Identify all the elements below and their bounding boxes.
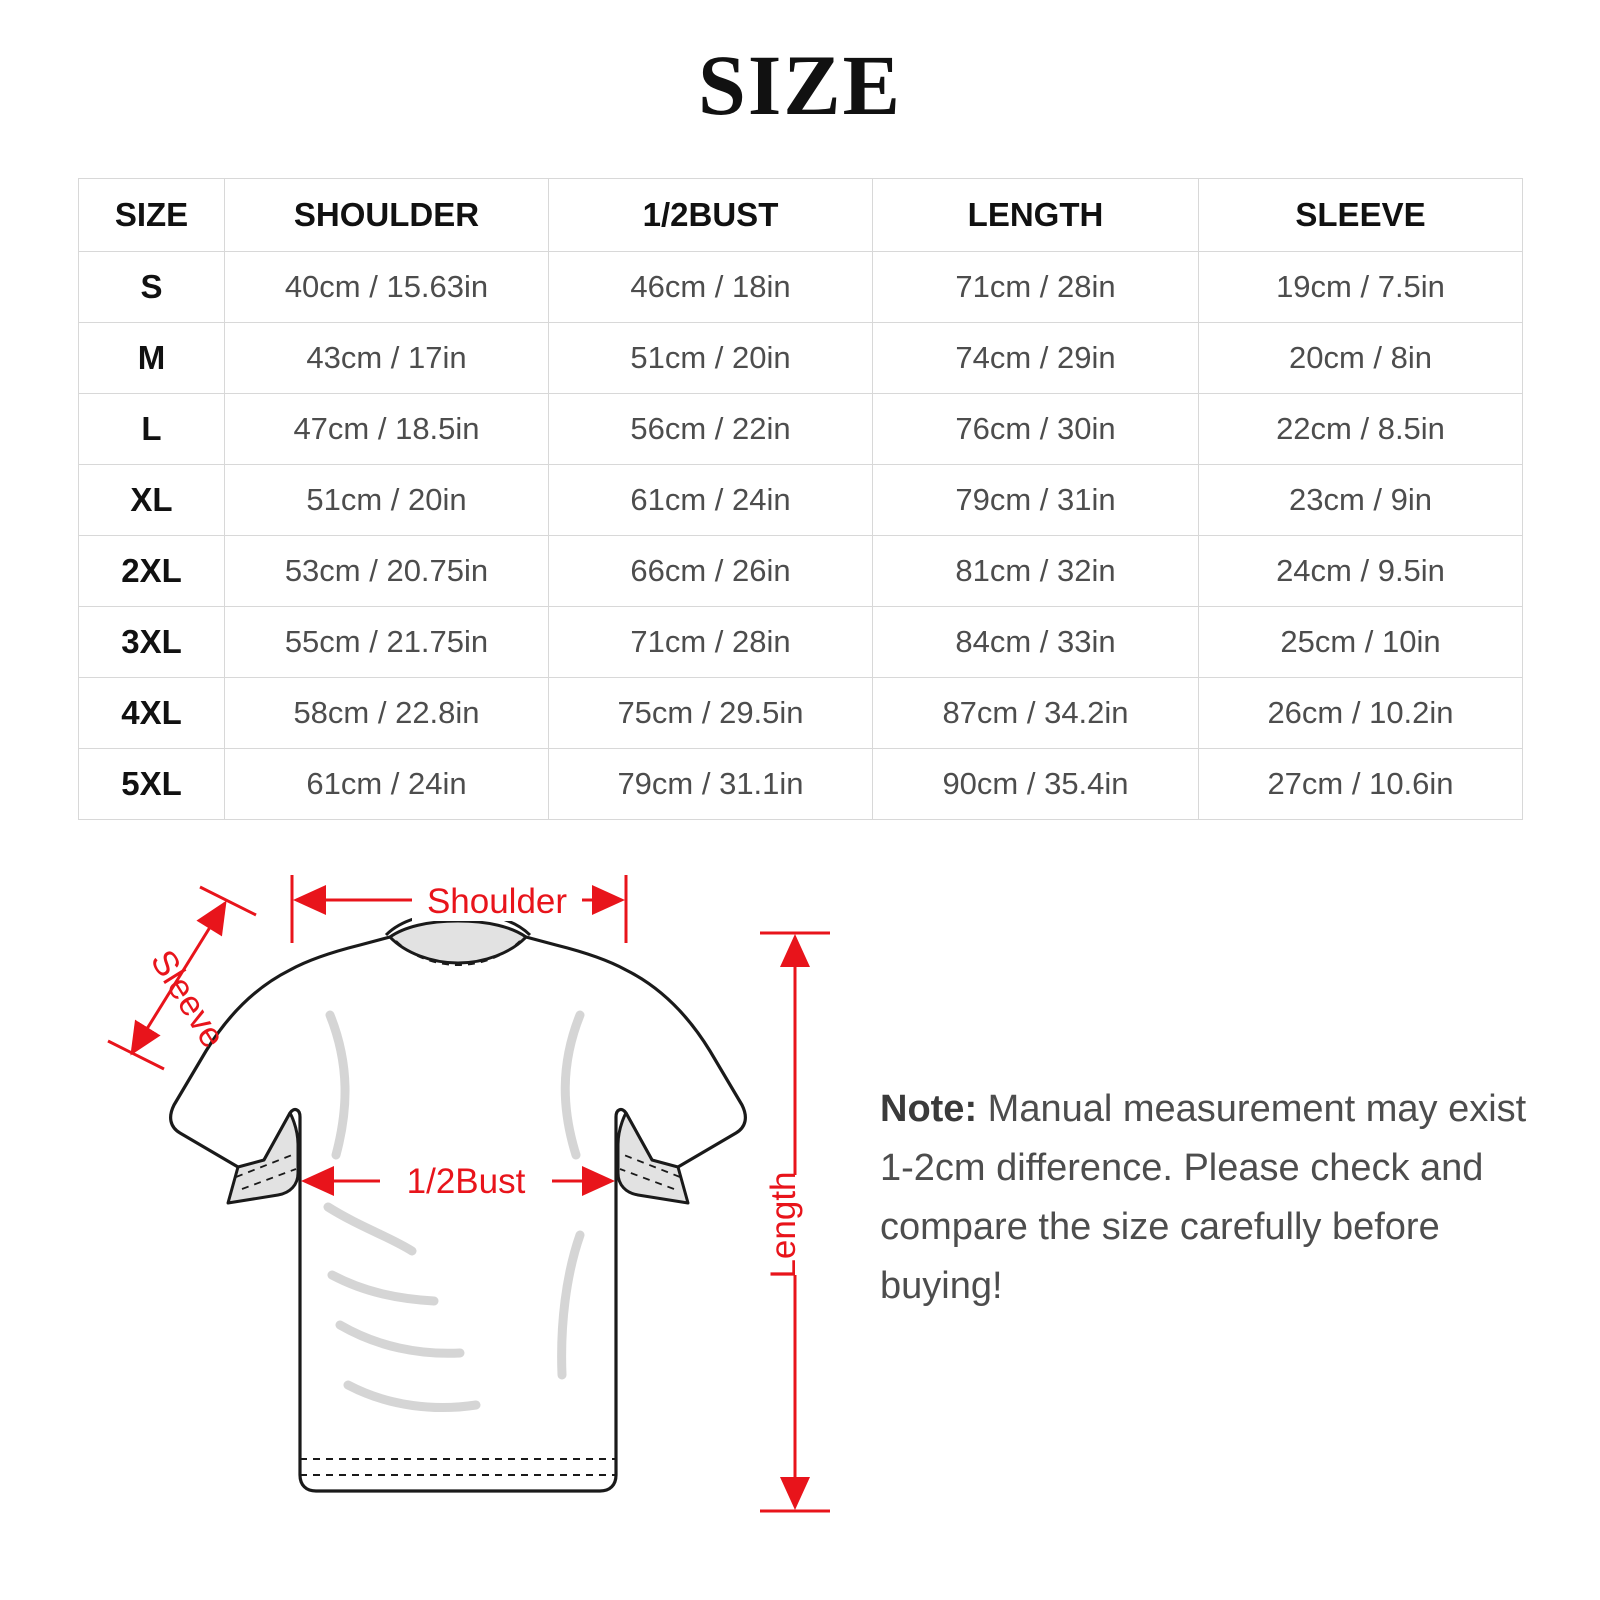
table-row bbox=[79, 323, 1523, 394]
table-row bbox=[79, 394, 1523, 465]
cell-length: 90cm / 35.4in bbox=[873, 749, 1199, 820]
cell-size: 4XL bbox=[79, 678, 225, 749]
cell-sleeve: 25cm / 10in bbox=[1199, 607, 1523, 678]
cell-size: XL bbox=[79, 465, 225, 536]
cell-length: 84cm / 33in bbox=[873, 607, 1199, 678]
shoulder-label: Shoulder bbox=[426, 882, 568, 921]
table-header-row bbox=[79, 179, 1523, 252]
length-measure bbox=[760, 933, 832, 1511]
cell-shoulder: 51cm / 20in bbox=[225, 465, 549, 536]
cell-bust: 61cm / 24in bbox=[549, 465, 873, 536]
cell-bust: 51cm / 20in bbox=[549, 323, 873, 394]
cell-bust: 56cm / 22in bbox=[549, 394, 873, 465]
size-chart-table bbox=[78, 178, 1523, 820]
column-header-shoulder: SHOULDER bbox=[225, 179, 549, 252]
cell-size: S bbox=[79, 252, 225, 323]
sleeve-label: Sleeve bbox=[142, 943, 233, 1055]
cell-sleeve: 27cm / 10.6in bbox=[1199, 749, 1523, 820]
table-row bbox=[79, 749, 1523, 820]
cell-length: 87cm / 34.2in bbox=[873, 678, 1199, 749]
cell-shoulder: 53cm / 20.75in bbox=[225, 536, 549, 607]
cell-shoulder: 40cm / 15.63in bbox=[225, 252, 549, 323]
column-header-size: SIZE bbox=[79, 179, 225, 252]
cell-shoulder: 47cm / 18.5in bbox=[225, 394, 549, 465]
cell-length: 71cm / 28in bbox=[873, 252, 1199, 323]
column-header-length: LENGTH bbox=[873, 179, 1199, 252]
column-header-sleeve: SLEEVE bbox=[1199, 179, 1523, 252]
cell-sleeve: 23cm / 9in bbox=[1199, 465, 1523, 536]
cell-sleeve: 26cm / 10.2in bbox=[1199, 678, 1523, 749]
cell-sleeve: 24cm / 9.5in bbox=[1199, 536, 1523, 607]
cell-size: 2XL bbox=[79, 536, 225, 607]
cell-sleeve: 20cm / 8in bbox=[1199, 323, 1523, 394]
cell-shoulder: 58cm / 22.8in bbox=[225, 678, 549, 749]
table-row bbox=[79, 465, 1523, 536]
column-header-bust: 1/2BUST bbox=[549, 179, 873, 252]
cell-bust: 75cm / 29.5in bbox=[549, 678, 873, 749]
cell-bust: 66cm / 26in bbox=[549, 536, 873, 607]
cell-bust: 79cm / 31.1in bbox=[549, 749, 873, 820]
cell-sleeve: 22cm / 8.5in bbox=[1199, 394, 1523, 465]
cell-size: L bbox=[79, 394, 225, 465]
table-row bbox=[79, 607, 1523, 678]
table-row bbox=[79, 252, 1523, 323]
page-title: SIZE bbox=[697, 37, 903, 133]
half-bust-label: 1/2Bust bbox=[406, 1162, 526, 1201]
measurement-diagram bbox=[60, 855, 860, 1555]
cell-length: 74cm / 29in bbox=[873, 323, 1199, 394]
table-row bbox=[79, 678, 1523, 749]
cell-length: 81cm / 32in bbox=[873, 536, 1199, 607]
note-label: Note: bbox=[880, 1088, 978, 1130]
note-block bbox=[880, 1080, 1540, 1316]
length-label: Length bbox=[764, 1171, 803, 1279]
cell-size: M bbox=[79, 323, 225, 394]
table-row bbox=[79, 536, 1523, 607]
cell-length: 76cm / 30in bbox=[873, 394, 1199, 465]
cell-bust: 71cm / 28in bbox=[549, 607, 873, 678]
note-text: Manual measurement may exist 1-2cm difference. Please check and compare the size carefully before buying! bbox=[880, 1088, 1527, 1307]
cell-sleeve: 19cm / 7.5in bbox=[1199, 252, 1523, 323]
cell-shoulder: 61cm / 24in bbox=[225, 749, 549, 820]
cell-shoulder: 43cm / 17in bbox=[225, 323, 549, 394]
cell-size: 3XL bbox=[79, 607, 225, 678]
cell-size: 5XL bbox=[79, 749, 225, 820]
cell-bust: 46cm / 18in bbox=[549, 252, 873, 323]
cell-length: 79cm / 31in bbox=[873, 465, 1199, 536]
tshirt-illustration bbox=[171, 913, 746, 1491]
cell-shoulder: 55cm / 21.75in bbox=[225, 607, 549, 678]
